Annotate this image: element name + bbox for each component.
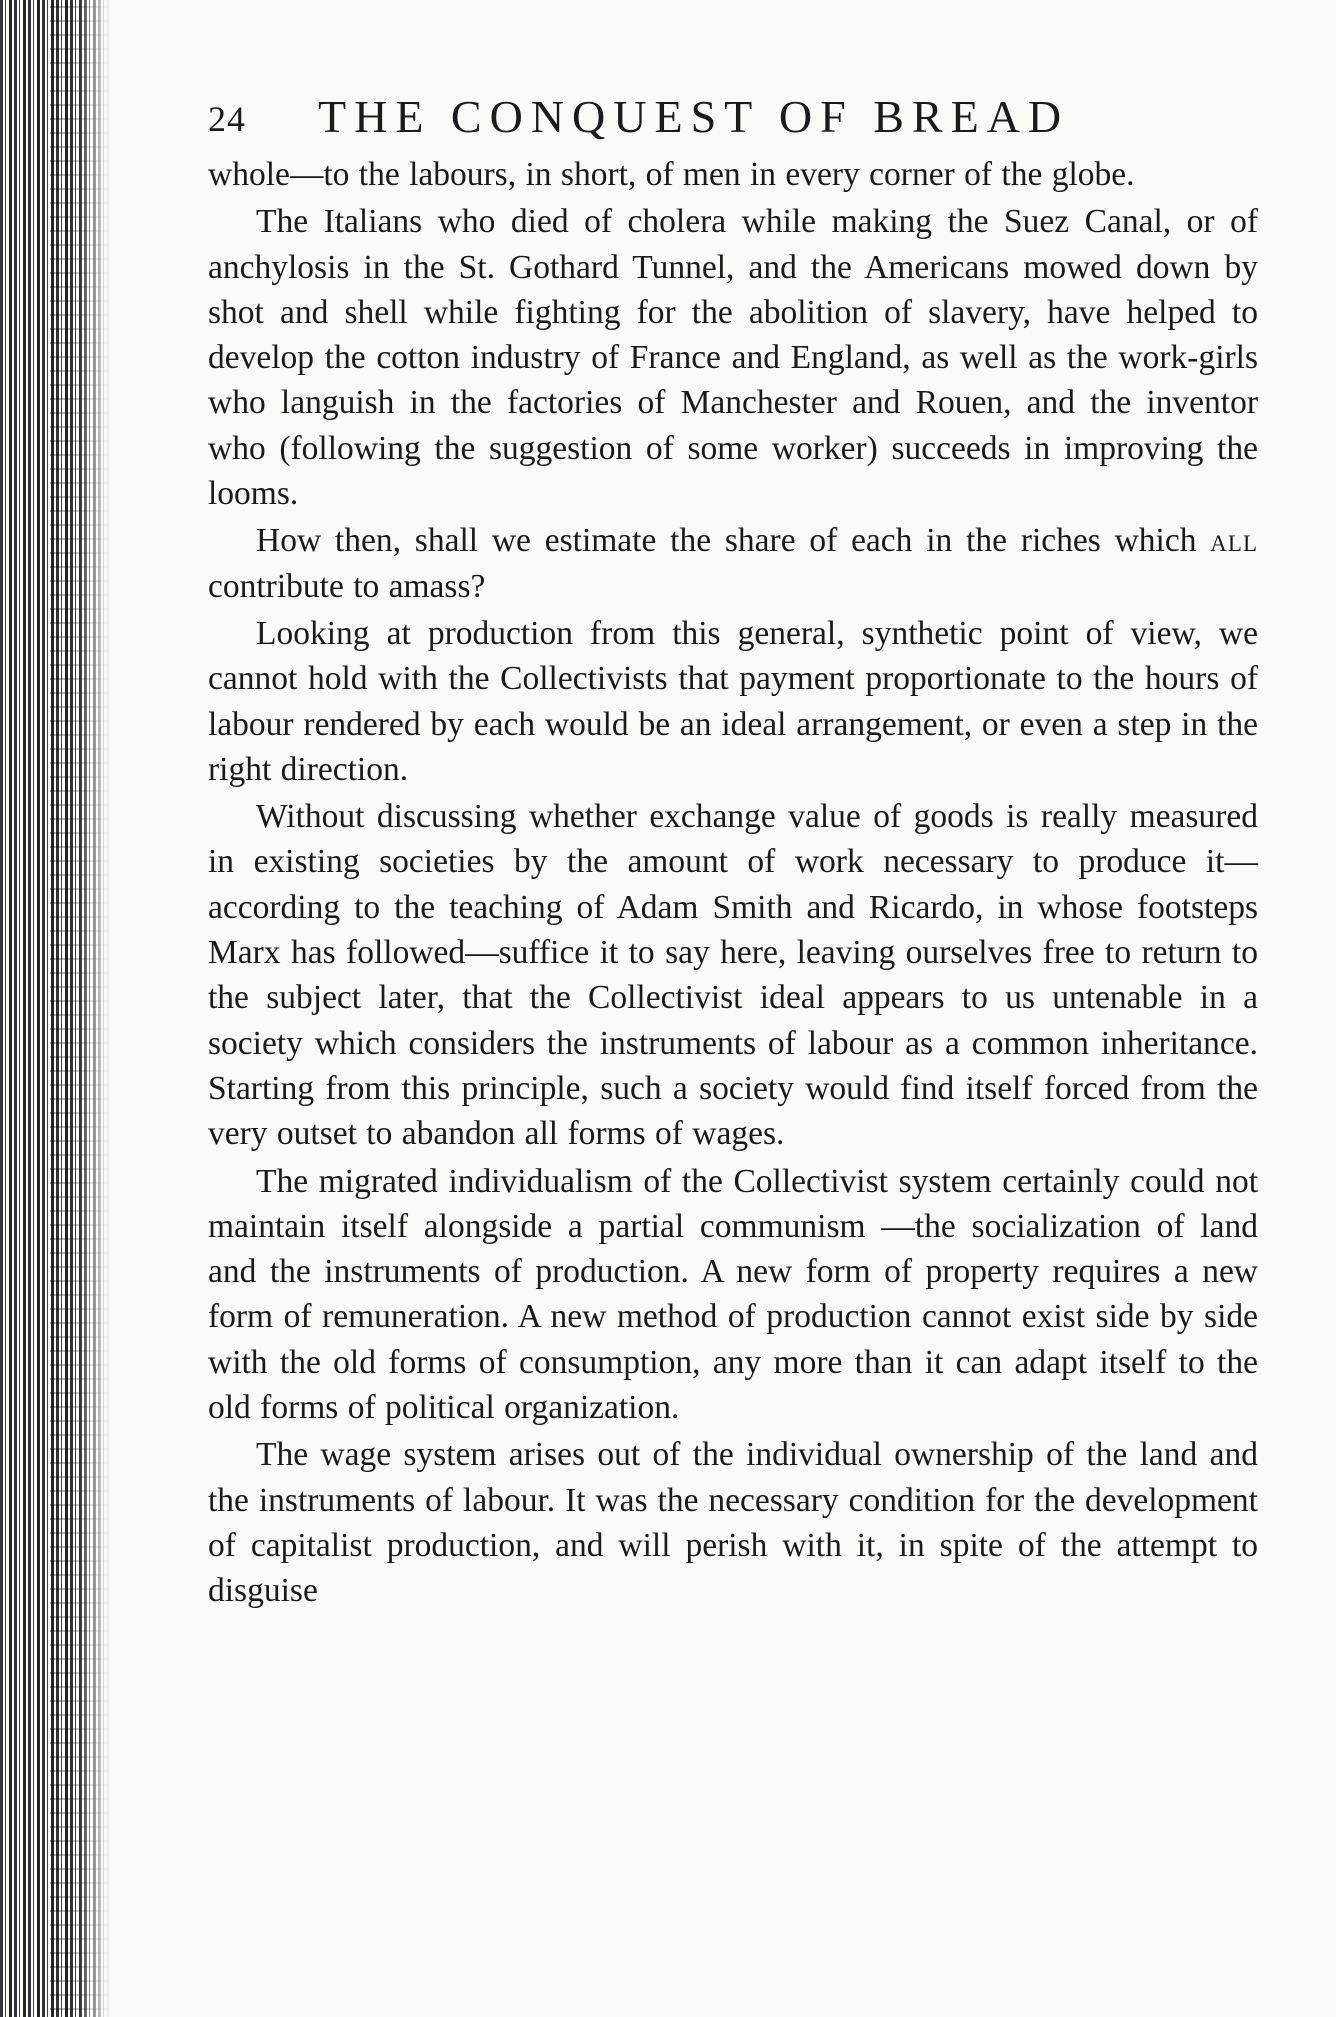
paragraph-4: Looking at production from this general, synthetic point of view, we cannot hold with the Collectivists that payment proportionate to the hours of labour rendered by each would be an ideal arrangement, or even a step in the right direction.: [208, 614, 1258, 788]
paragraph-7: The wage system arises out of the individual ownership of the land and the instruments of labour. It was the necessary condition for the development of capitalist production, and will perish with it, in spite of the attempt to disguise: [208, 1436, 1258, 1610]
paragraph-3-smallcaps: all: [1210, 522, 1258, 560]
paragraph-3: [208, 518, 1258, 609]
binding-shadow: [50, 0, 110, 2017]
paragraph-3-text-a: How then, shall we estimate the share of each in the riches which: [256, 522, 1211, 560]
running-title: THE CONQUEST OF BREAD: [318, 91, 1070, 142]
body-text: [208, 152, 1258, 1614]
paragraph-6: The migrated individualism of the Collectivist system certainly could not maintain itself alongside a partial communism —the socialization of land and the instruments of production. A new form of property requires a new form of remuneration. A new method of production cannot exist side by side with the old forms of consumption, any more than it can adapt itself to the old forms of political organization.: [208, 1162, 1258, 1427]
book-page: [208, 90, 1258, 1614]
paragraph-2: The Italians who died of cholera while making the Suez Canal, or of anchylosis in the St. Gothard Tunnel, and the Americans mowed down by shot and shell while fighting for the abolition of slavery, have helped to develop the cotton industry of France and England, as well as the work-girls who languish in the factories of Manchester and Rouen, and the inventor who (following the suggestion of some worker) succeeds in improving the looms.: [208, 203, 1258, 513]
page-header: [208, 90, 1258, 146]
paragraph-3-text-b: contribute to amass?: [208, 567, 486, 605]
paragraph-5: Without discussing whether exchange value of goods is really measured in existing societies by the amount of work necessary to produce it—according to the teaching of Adam Smith and Ricardo, in whose footsteps Marx has followed—suffice it to say here, leaving ourselves free to return to the subject later, that the Collectivist ideal appears to us untenable in a society which considers the instruments of labour as a common inheritance. Starting from this principle, such a society would find itself forced from the very outset to abandon all forms of wages.: [208, 798, 1258, 1153]
paragraph-1: whole—to the labours, in short, of men in every corner of the globe.: [208, 156, 1135, 193]
page-number: 24: [208, 99, 246, 139]
